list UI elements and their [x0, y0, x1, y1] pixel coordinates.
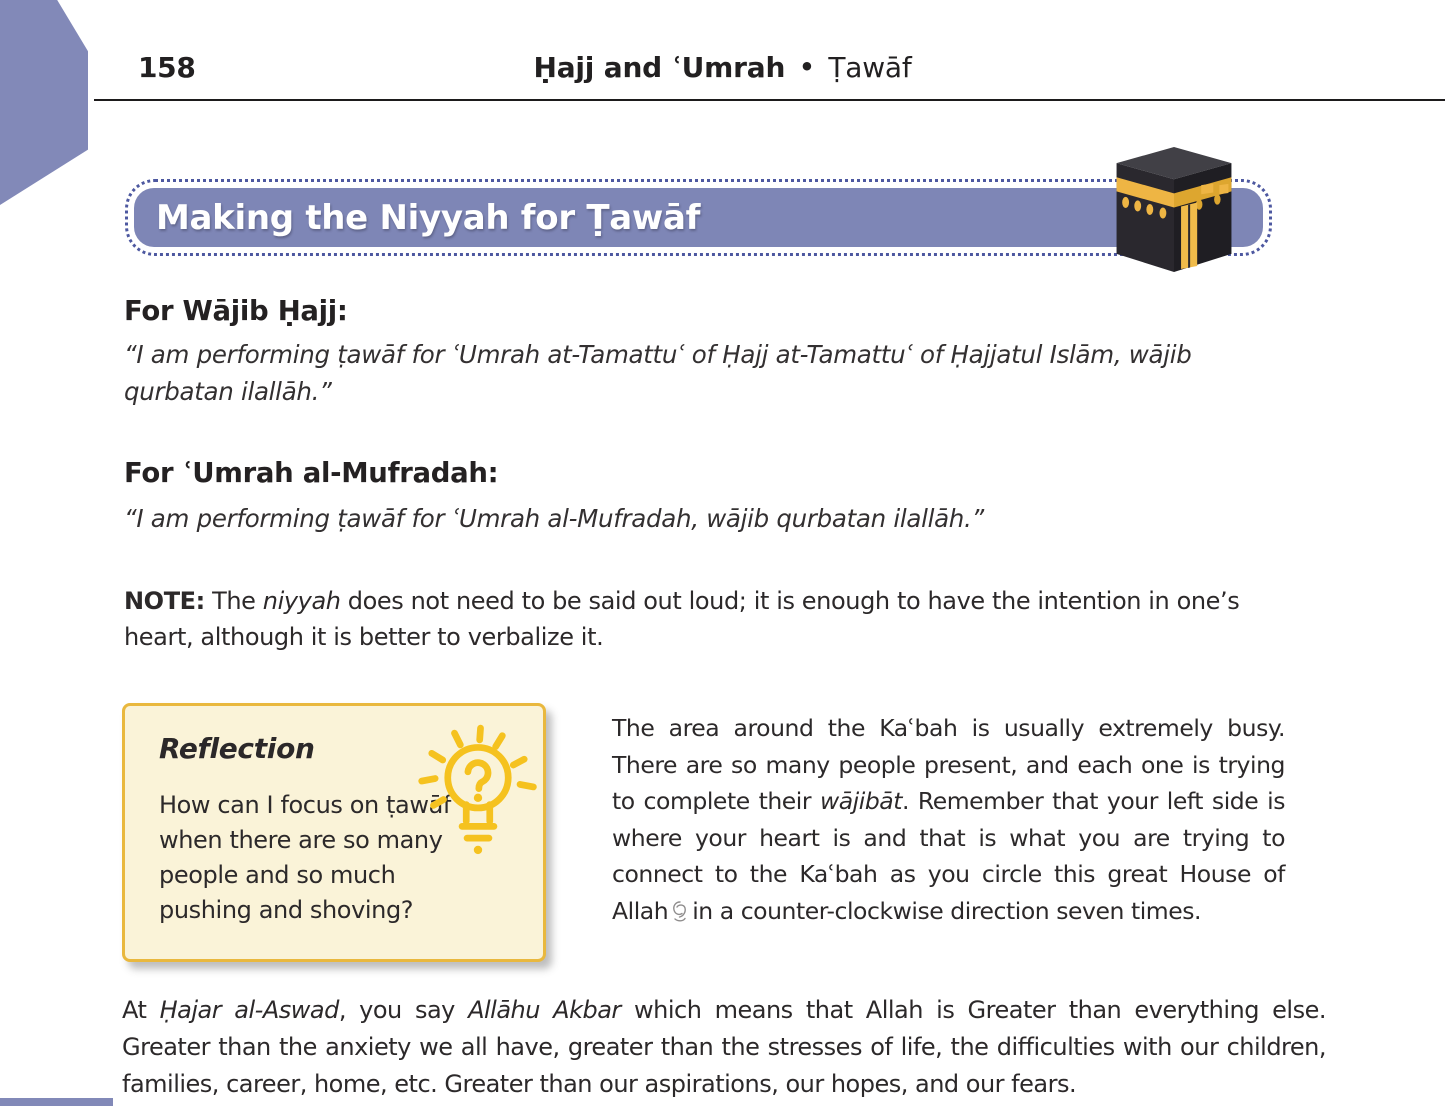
niyyah-quote-wajib-hajj: “I am performing ṭawāf for ʿUmrah at-Tamattuʿ of Ḥajj at-Tamattuʿ of Ḥajjatul Islām, wājib qurbatan ilallāh.”: [124, 340, 1192, 406]
section-heading-banner: [125, 179, 1272, 256]
section-heading-banner-fill: [134, 188, 1263, 247]
page-bottom-accent: [0, 1098, 113, 1106]
text-run: The: [204, 587, 263, 615]
text-run: which means that Allah is Greater than everything else. Greater than the anxiety we all have, greater than the stresses of life, the difficulties with our children, families, career, home, etc. Greater than our aspirations, our hopes, and our fears.: [122, 996, 1327, 1098]
page-corner-accent: [0, 0, 88, 205]
text-run: does not need to be said out loud; it is enough to have the intention in one’s heart, although it is better to verbalize it.: [124, 587, 1240, 651]
text-run: . Remember that your left side is where your heart is and that is what you are trying to connect to the Kaʿbah as you circle this great House of Allah: [612, 787, 1285, 925]
text-run: The area around the Kaʿbah is usually extremely busy. There are so many people present, and each one is trying to complete their: [612, 714, 1285, 815]
text-run: Ḥajar al-Aswad: [159, 996, 339, 1024]
section-heading-title: Making the Niyyah for Ṭawāf: [156, 197, 701, 238]
running-header: [0, 51, 1445, 84]
page-number: 158: [138, 51, 196, 84]
reflection-title: Reflection: [159, 732, 315, 765]
reflection-question: How can I focus on ṭawāf when there are so many people and so much pushing and shoving?: [159, 791, 451, 924]
header-bullet-separator: •: [799, 53, 815, 81]
niyyah-quote-umrah-mufradah: “I am performing ṭawāf for ʿUmrah al-Mufradah, wājib qurbatan ilallāh.”: [124, 504, 984, 533]
closing-paragraph: [122, 992, 1326, 1103]
niyyah-heading-wajib-hajj: For Wājib Ḥajj:: [124, 295, 348, 327]
text-run: At: [122, 996, 160, 1024]
kaaba-icon: [1102, 146, 1246, 273]
header-divider: [94, 99, 1445, 101]
text-run: , you say: [338, 996, 469, 1024]
text-run: Allāhu Akbar: [468, 996, 621, 1024]
text-run: niyyah: [262, 587, 341, 615]
main-paragraph: [612, 710, 1285, 933]
allah-honorific-icon: [670, 897, 690, 934]
niyyah-heading-umrah-mufradah: For ʿUmrah al-Mufradah:: [124, 457, 499, 489]
note-paragraph: [124, 583, 1309, 655]
text-run: in a counter-clockwise direction seven times.: [692, 896, 1202, 925]
lightbulb-question-icon: [415, 718, 541, 876]
chapter-title: Ḥajj and ʿUmrah: [533, 51, 786, 84]
text-run: wājibāt: [819, 787, 902, 815]
text-run: NOTE:: [124, 587, 205, 615]
reflection-box: [122, 703, 546, 962]
section-title: Ṭawāf: [828, 51, 912, 84]
